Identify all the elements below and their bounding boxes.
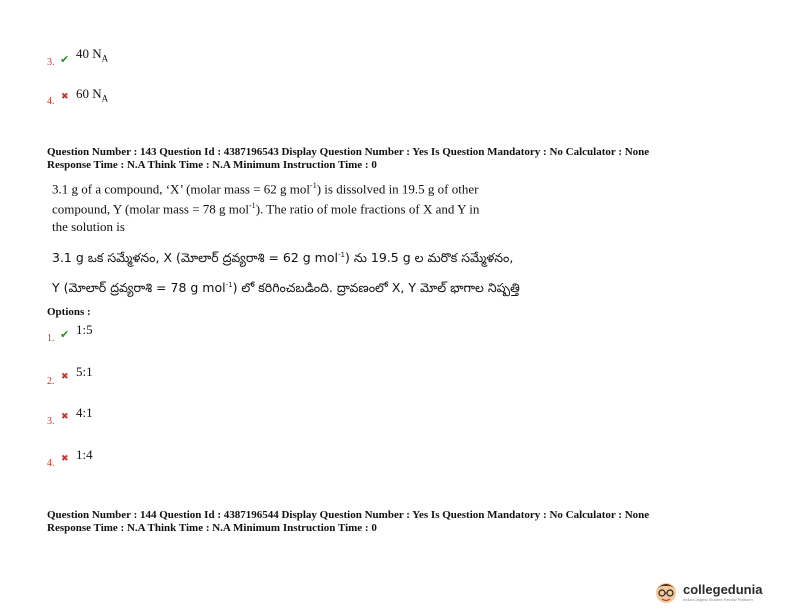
question-meta-line1: Question Number : 143 Question Id : 4387196543 Display Question Number : Yes Is Question Mandatory : No Calculator : None [47, 146, 650, 158]
wrong-cross-icon: ✖ [61, 372, 69, 382]
wrong-cross-icon: ✖ [61, 92, 69, 102]
option-number: 3. [47, 57, 55, 68]
option-text: 1:4 [76, 447, 93, 462]
logo-name: collegedunia [683, 582, 763, 597]
wrong-cross-icon: ✖ [61, 412, 69, 422]
options-label: Options : [47, 306, 91, 318]
question-meta-line2: Response Time : N.A Think Time : N.A Minimum Instruction Time : 0 [47, 522, 377, 534]
option-text: 40 $N_A$ [76, 46, 109, 64]
question-line: the solution is [52, 218, 125, 234]
option-number: 4. [47, 458, 55, 469]
question-meta-line2: Response Time : N.A Think Time : N.A Minimum Instruction Time : 0 [47, 159, 377, 171]
question-line: 3.1 g of a compound, ‘X’ (molar mass = 62 g mol$^{-1}$) is dissolved in 19.5 g of other [52, 181, 479, 197]
logo-tagline: India's largest Student Review Platform [683, 597, 753, 602]
option-number: 3. [47, 416, 55, 427]
correct-check-icon: ✔ [60, 328, 70, 341]
collegedunia-logo [652, 578, 762, 606]
question-meta-line1: Question Number : 144 Question Id : 4387196544 Display Question Number : Yes Is Question Mandatory : No Calculator : None [47, 509, 650, 521]
question-text-english [52, 177, 479, 235]
question-text-telugu-line1: 3.1 g ఒక సమ్మేళనం, X (మోలార్ ద్రవ్యరాశి = 62 g mol$^{-1}$) ను 19.5 g ల మరొక సమ్మేళనం, [52, 250, 514, 265]
question-text-telugu-line2: Y (మోలార్ ద్రవ్యరాశి = 78 g mol$^{-1}$) లో కరిగించబడింది. ద్రావణంలో X, Y మోల్ భాగాల నిష్పత్తి [52, 280, 520, 295]
correct-check-icon: ✔ [60, 53, 70, 66]
wrong-cross-icon: ✖ [61, 454, 69, 464]
mascot-icon [652, 578, 680, 606]
option-text: 5:1 [76, 364, 93, 379]
option-number: 2. [47, 376, 55, 387]
option-text: 4:1 [76, 405, 93, 420]
option-text: 1:5 [76, 322, 93, 337]
option-number: 1. [47, 333, 55, 344]
question-line: compound, Y (molar mass = 78 g mol$^{-1}$). The ratio of mole fractions of X and Y in [52, 201, 480, 217]
option-text: 60 $N_A$ [76, 86, 109, 104]
option-number: 4. [47, 96, 55, 107]
